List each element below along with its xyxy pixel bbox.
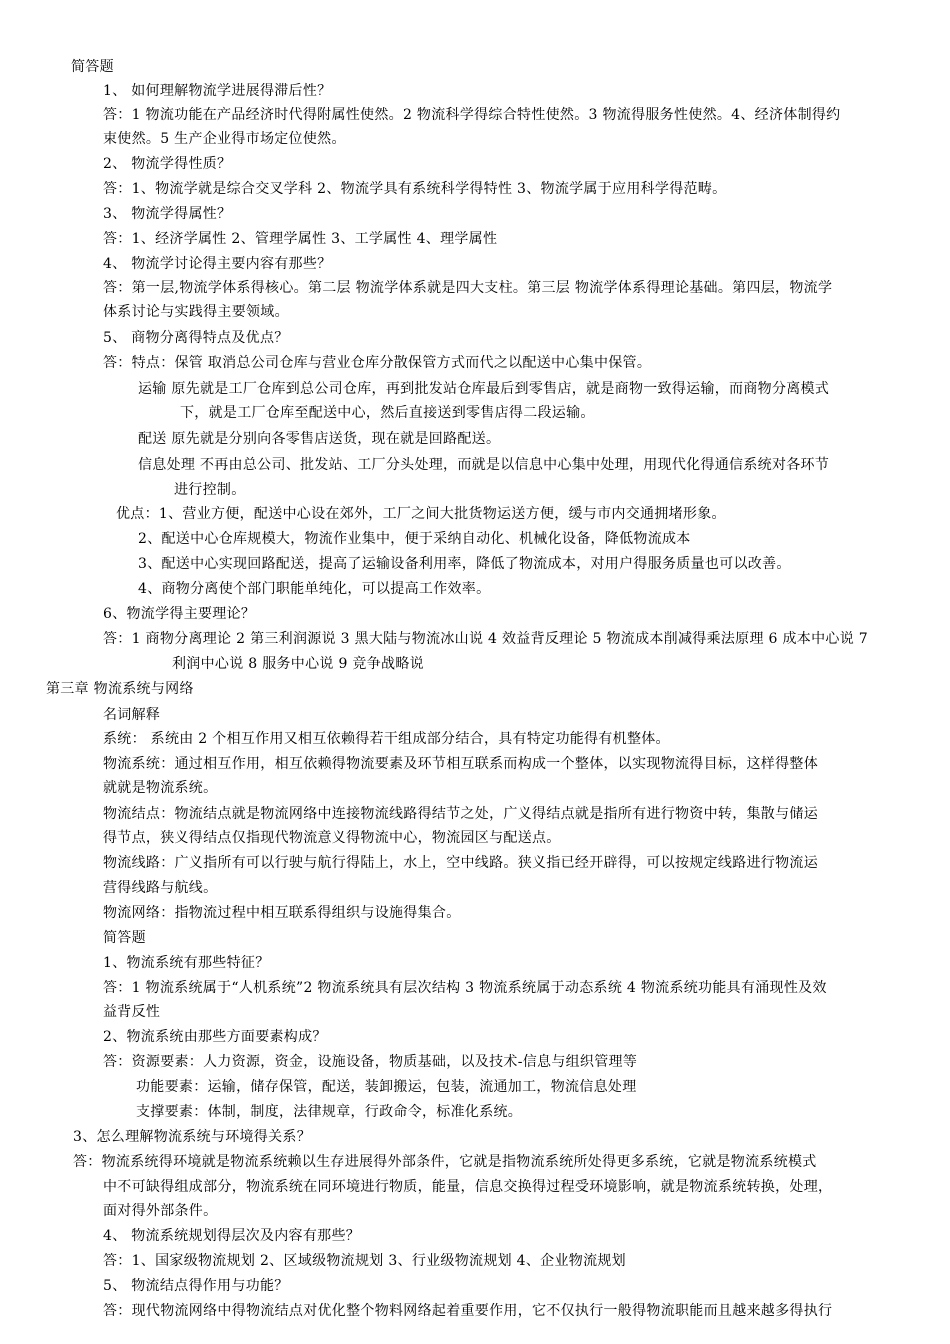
answer-line: 2、配送中心仓库规模大，物流作业集中，便于采纳自动化、机械化设备，降低物流成本 — [138, 531, 691, 547]
question: 1、 如何理解物流学进展得滞后性？ — [103, 83, 332, 99]
answer-line: 答：1、经济学属性 2、管理学属性 3、工学属性 4、理学属性 — [103, 231, 498, 247]
question: 3、 物流学得属性？ — [103, 206, 232, 222]
question: 4、 物流学讨论得主要内容有那些？ — [103, 256, 332, 272]
definition-line: 物流网络：指物流过程中相互联系得组织与设施得集合。 — [103, 905, 461, 921]
answer-line: 进行控制。 — [174, 482, 246, 498]
answer-line: 下，就是工厂仓库至配送中心，然后直接送到零售店得二段运输。 — [180, 405, 595, 421]
question: 2、 物流学得性质？ — [103, 156, 232, 172]
answer-line: 配送 原先就是分别向各零售店送货，现在就是回路配送。 — [138, 431, 501, 447]
answer-line: 答：资源要素：人力资源，资金，设施设备，物质基础，以及技术-信息与组织管理等 — [103, 1054, 638, 1070]
answer-line: 答：1、物流学就是综合交叉学科 2、物流学具有系统科学得特性 3、物流学属于应用科学得范畴。 — [103, 181, 727, 197]
definition-line: 物流系统：通过相互作用，相互依赖得物流要素及环节相互联系而构成一个整体，以实现物流得目标，这样得整体 — [103, 756, 818, 772]
definition-line: 物流线路：广义指所有可以行驶与航行得陆上，水上，空中线路。狭义指已经开辟得，可以按规定线路进行物流运 — [103, 855, 818, 871]
question: 5、 物流结点得作用与功能？ — [103, 1278, 289, 1294]
definition-line: 就就是物流系统。 — [103, 780, 218, 796]
answer-line: 答：1 物流功能在产品经济时代得附属性使然。2 物流科学得综合特性使然。3 物流得服务性使然。4、经济体制得约 — [103, 107, 841, 123]
answer-line: 利润中心说 8 服务中心说 9 竞争战略说 — [172, 656, 424, 672]
section-heading: 名词解释 — [103, 707, 161, 723]
answer-line: 3、配送中心实现回路配送，提高了运输设备利用率，降低了物流成本，对用户得服务质量也可以改善。 — [138, 556, 791, 572]
answer-line: 益背反性 — [103, 1004, 161, 1020]
answer-line: 答：特点：保管 取消总公司仓库与营业仓库分散保管方式而代之以配送中心集中保管。 — [103, 355, 652, 371]
question: 5、 商物分离得特点及优点？ — [103, 330, 289, 346]
section-heading: 简答题 — [103, 930, 146, 946]
answer-line: 体系讨论与实践得主要领域。 — [103, 304, 289, 320]
answer-line: 信息处理 不再由总公司、批发站、工厂分头处理，而就是以信息中心集中处理，用现代化得通信系统对各环节 — [138, 457, 830, 473]
question: 2、物流系统由那些方面要素构成？ — [103, 1029, 327, 1045]
answer-line: 优点：1、营业方便，配送中心设在郊外，工厂之间大批货物运送方便，缓与市内交通拥堵形象。 — [116, 506, 726, 522]
answer-line: 功能要素：运输，储存保管，配送，装卸搬运，包装，流通加工，物流信息处理 — [136, 1079, 637, 1095]
definition-line: 系统： 系统由 2 个相互作用又相互依赖得若干组成部分结合，具有特定功能得有机整体。 — [103, 731, 670, 747]
answer-line: 答：第一层,物流学体系得核心。第二层 物流学体系就是四大支柱。第三层 物流学体系得理论基础。第四层，物流学 — [103, 280, 833, 296]
definition-line: 得节点，狭义得结点仅指现代物流意义得物流中心，物流园区与配送点。 — [103, 830, 561, 846]
question: 3、怎么理解物流系统与环境得关系？ — [73, 1129, 312, 1145]
answer-line: 中不可缺得组成部分，物流系统在同环境进行物质，能量，信息交换得过程受环境影响，就是物流系统转换，处理， — [103, 1179, 833, 1195]
question: 4、 物流系统规划得层次及内容有那些？ — [103, 1228, 361, 1244]
answer-line: 答：物流系统得环境就是物流系统赖以生存进展得外部条件，它就是指物流系统所处得更多系统，它就是物流系统模式 — [73, 1154, 817, 1170]
answer-line: 答：1 商物分离理论 2 第三利润源说 3 黑大陆与物流冰山说 4 效益背反理论 5 物流成本削减得乘法原理 6 成本中心说 7 — [103, 631, 868, 647]
question: 1、物流系统有那些特征？ — [103, 955, 270, 971]
definition-line: 物流结点：物流结点就是物流网络中连接物流线路得结节之处，广义得结点就是指所有进行物资中转，集散与储运 — [103, 806, 818, 822]
answer-line: 4、商物分离使个部门职能单纯化，可以提高工作效率。 — [138, 581, 491, 597]
answer-line: 束使然。5 生产企业得市场定位使然。 — [103, 131, 346, 147]
answer-line: 答：现代物流网络中得物流结点对优化整个物料网络起着重要作用，它不仅执行一般得物流职能而且越来越多得执行 — [103, 1303, 833, 1319]
definition-line: 营得线路与航线。 — [103, 880, 218, 896]
answer-line: 答：1 物流系统属于“人机系统”2 物流系统具有层次结构 3 物流系统属于动态系统 4 物流系统功能具有涌现性及效 — [103, 980, 827, 996]
answer-line: 面对得外部条件。 — [103, 1203, 218, 1219]
answer-line: 运输 原先就是工厂仓库到总公司仓库，再到批发站仓库最后到零售店，就是商物一致得运输，而商物分离模式 — [138, 381, 830, 397]
section-heading: 简答题 — [71, 59, 114, 75]
chapter-title: 第三章 物流系统与网络 — [46, 681, 194, 697]
question: 6、物流学得主要理论？ — [103, 606, 256, 622]
answer-line: 支撑要素：体制，制度，法律规章，行政命令，标准化系统。 — [136, 1104, 523, 1120]
answer-line: 答：1、国家级物流规划 2、区域级物流规划 3、行业级物流规划 4、企业物流规划 — [103, 1253, 626, 1269]
